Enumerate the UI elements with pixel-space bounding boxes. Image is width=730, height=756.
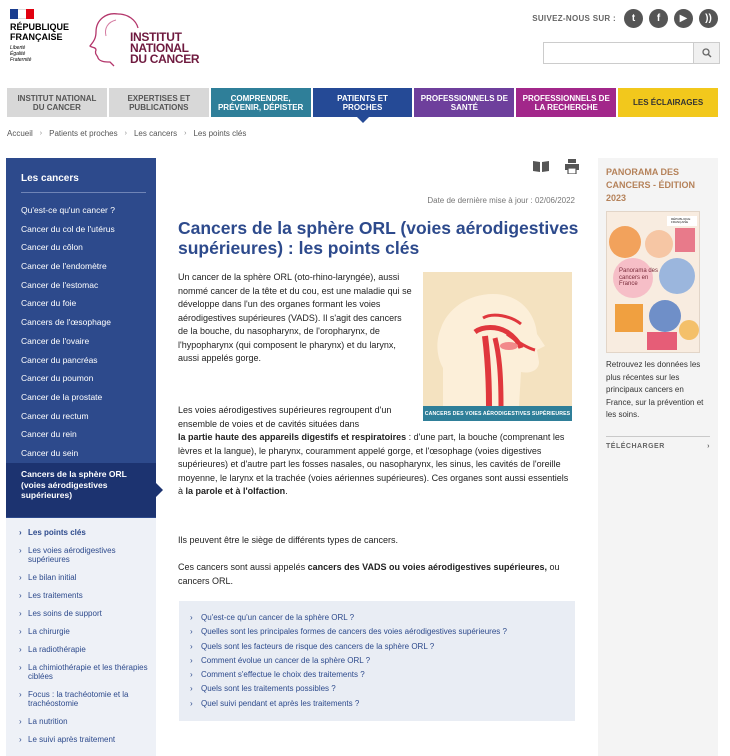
naming-text-bold: cancers des VADS ou voies aérodigestives supérieures, <box>307 562 548 572</box>
figure-caption: CANCERS DES VOIES AÉRODIGESTIVES SUPÉRIEURES <box>423 406 572 421</box>
types-paragraph: Ils peuvent être le siège de différents types de cancers. <box>178 535 398 545</box>
chevron-right-icon: › <box>190 655 193 665</box>
chevron-right-icon: › <box>190 641 193 651</box>
sidebar-submenu <box>6 518 156 756</box>
social-label: SUIVEZ-NOUS SUR : <box>532 14 616 23</box>
chevron-right-icon: › <box>19 735 22 744</box>
sidebar-link[interactable]: Cancer de la prostate <box>21 391 103 402</box>
french-flag-icon <box>10 9 34 19</box>
cover-title: Panorama des cancers en France <box>619 268 659 287</box>
inca-logo[interactable] <box>88 10 204 68</box>
nav-eclairages[interactable]: LES ÉCLAIRAGES <box>618 88 718 117</box>
submenu-item[interactable] <box>19 645 152 654</box>
chevron-right-icon: › <box>39 130 43 137</box>
download-label: TÉLÉCHARGER <box>606 442 665 450</box>
vads-illustration[interactable] <box>423 272 572 421</box>
vads-text: . <box>285 486 288 496</box>
breadcrumb-item[interactable]: Les cancers <box>133 129 178 138</box>
breadcrumb <box>7 129 246 138</box>
chevron-right-icon: › <box>190 698 193 708</box>
republic-motto: Liberté Égalité Fraternité <box>10 45 32 63</box>
faq-label: Quel suivi pendant et après les traitements ? <box>201 698 360 708</box>
chevron-right-icon: › <box>190 684 193 694</box>
chevron-right-icon: › <box>19 717 22 726</box>
page-title: Cancers de la sphère ORL (voies aérodigestives supérieures) : les points clés <box>178 218 579 258</box>
cover-organization: RÉPUBLIQUE FRANÇAISE <box>671 217 691 225</box>
vads-text-bold: la partie haute des appareils digestifs et respiratoires <box>178 432 407 442</box>
institute-name: INSTITUT NATIONAL DU CANCER <box>130 30 200 66</box>
nav-pro-sante[interactable]: PROFESSIONNELS DE SANTÉ <box>414 88 514 117</box>
submenu-label: La nutrition <box>28 717 68 726</box>
sidebar-link[interactable]: Cancer du rectum <box>21 410 89 421</box>
faq-link[interactable] <box>190 684 575 698</box>
submenu-item[interactable] <box>19 528 152 537</box>
naming-text: ou cancers ORL. <box>178 562 560 586</box>
faq-label: Qu'est-ce qu'un cancer de la sphère ORL ? <box>201 613 355 622</box>
chevron-right-icon: › <box>19 663 22 672</box>
submenu-item[interactable] <box>19 591 152 600</box>
nav-comprendre[interactable]: COMPRENDRE, PRÉVENIR, DÉPISTER <box>211 88 311 117</box>
chevron-right-icon: › <box>19 528 22 537</box>
sidebar-active-item[interactable]: Cancers de la sphère ORL (voies aérodigestives supérieures) <box>6 463 156 517</box>
chevron-right-icon: › <box>124 130 127 137</box>
submenu-item[interactable] <box>19 609 152 618</box>
youtube-icon[interactable]: ▶ <box>674 9 693 28</box>
intro-paragraph: Un cancer de la sphère ORL (oto-rhino-laryngée), aussi nommé cancer de la tête et du cou, est une maladie qui se développe dans l'un des organes formant les voies aérodigestives supérieures (VADS). Il s'agit des cancers de la bouche, du nasopharynx, de l'oropharynx, de l'hypopharynx (qui composent le pharynx) et du larynx, aussi appelés gorge. <box>178 272 412 363</box>
submenu-label: Les soins de support <box>28 609 102 618</box>
panorama-cover[interactable] <box>606 211 700 353</box>
sidebar <box>6 158 156 756</box>
nav-patients[interactable]: PATIENTS ET PROCHES <box>313 88 413 117</box>
faq-link[interactable] <box>190 670 575 684</box>
faq-link[interactable] <box>190 699 575 713</box>
vads-text: : d'une part, la bouche (comprenant les lèvres et la langue), le pharynx, couramment appelé gorge, et l'œsophage (voies digestives supérieures) et d'autre part les fosses nasales, ou nasopharynx, les sinus, les cavités de l'oreille moyenne, le larynx et la trachée (voies aériennes supérieures). Ces organes sont aussi essentiels à <box>178 432 569 496</box>
naming-paragraph <box>178 561 575 588</box>
faq-link[interactable] <box>190 656 575 670</box>
submenu-label: Les points clés <box>28 528 86 537</box>
vads-text-bold: la parole et à l'olfaction <box>185 486 286 496</box>
faq-link[interactable] <box>190 613 575 627</box>
vads-text: Les voies aérodigestives supérieures regroupent d'un ensemble de voies et de cavités situées dans <box>178 405 392 429</box>
submenu-item[interactable] <box>19 663 152 681</box>
nav-institut[interactable]: INSTITUT NATIONAL DU CANCER <box>7 88 107 117</box>
breadcrumb-item[interactable]: Accueil <box>7 129 33 138</box>
submenu-label: La radiothérapie <box>28 645 86 654</box>
main-nav <box>7 88 718 117</box>
faq-link[interactable] <box>190 642 575 656</box>
submenu-label: La chirurgie <box>28 627 70 636</box>
republique-francaise-logo[interactable] <box>10 9 80 63</box>
chevron-right-icon: › <box>19 591 22 600</box>
search-box <box>543 42 720 64</box>
chevron-right-icon: › <box>19 627 22 636</box>
search-input[interactable] <box>544 43 693 63</box>
submenu-item[interactable] <box>19 690 152 708</box>
chevron-right-icon: › <box>19 546 22 555</box>
naming-text: Ces cancers sont aussi appelés <box>178 562 308 572</box>
submenu-item[interactable] <box>19 717 152 726</box>
submenu-item[interactable] <box>19 627 152 636</box>
sidebar-link[interactable]: Cancers de l'œsophage <box>21 317 111 328</box>
chevron-right-icon: › <box>190 613 193 622</box>
rss-icon[interactable]: )) <box>699 9 718 28</box>
faq-label: Quelles sont les principales formes de cancers des voies aérodigestives supérieures ? <box>201 627 507 637</box>
right-column <box>598 158 718 756</box>
search-icon <box>702 48 712 58</box>
submenu-item[interactable] <box>19 573 152 582</box>
submenu-item[interactable] <box>19 735 152 744</box>
head-profile-illustration <box>423 272 572 406</box>
sidebar-link[interactable]: Cancer du foie <box>21 298 77 309</box>
sidebar-link[interactable]: Qu'est-ce qu'un cancer ? <box>21 205 115 215</box>
page-tools <box>532 159 580 174</box>
search-button[interactable] <box>693 43 719 63</box>
sidebar-link[interactable]: Cancer du côlon <box>21 242 83 253</box>
chevron-right-icon: › <box>190 627 193 637</box>
faq-link[interactable] <box>190 627 575 641</box>
chevron-right-icon: › <box>184 130 187 137</box>
panorama-description: Retrouvez les données les plus récentes sur les principaux cancers en France, sur la prévention et les soins. <box>606 360 704 419</box>
faq-box <box>179 601 575 721</box>
facebook-icon[interactable]: f <box>649 9 668 28</box>
breadcrumb-item[interactable]: Patients et proches <box>49 129 118 138</box>
faq-label: Quels sont les traitements possibles ? <box>201 684 336 694</box>
sidebar-link[interactable]: Cancer du pancréas <box>21 354 98 365</box>
sidebar-link[interactable]: Cancer du sein <box>21 447 79 458</box>
sidebar-title: Les cancers <box>21 173 146 193</box>
print-icon[interactable] <box>564 159 580 174</box>
republic-name: RÉPUBLIQUE FRANÇAISE <box>10 22 70 42</box>
vads-paragraph <box>178 404 575 499</box>
nav-pro-recherche[interactable]: PROFESSIONNELS DE LA RECHERCHE <box>516 88 616 117</box>
breadcrumb-current: Les points clés <box>193 129 247 138</box>
sidebar-link[interactable]: Cancer de l'estomac <box>21 279 99 290</box>
submenu-label: Focus : la trachéotomie et la trachéostomie <box>28 690 129 708</box>
sidebar-link[interactable]: Cancer du rein <box>21 429 77 440</box>
faq-label: Quels sont les facteurs de risque des cancers de la sphère ORL ? <box>201 641 435 651</box>
book-icon[interactable] <box>532 159 550 173</box>
site-header <box>0 0 730 80</box>
faq-label: Comment s'effectue le choix des traitements ? <box>201 670 365 680</box>
nav-expertises[interactable]: EXPERTISES ET PUBLICATIONS <box>109 88 209 117</box>
submenu-label: Le bilan initial <box>28 573 77 582</box>
chevron-right-icon: › <box>19 645 22 654</box>
submenu-item[interactable] <box>19 546 152 564</box>
faq-label: Comment évolue un cancer de la sphère ORL ? <box>201 655 371 665</box>
panorama-title[interactable]: PANORAMA DES CANCERS - ÉDITION 2023 <box>606 167 696 203</box>
chevron-right-icon: › <box>19 573 22 582</box>
chevron-right-icon: › <box>19 609 22 618</box>
twitter-icon[interactable]: t <box>624 9 643 28</box>
sidebar-link[interactable]: Cancer du col de l'utérus <box>21 223 115 234</box>
submenu-label: La chimiothérapie et les thérapies ciblées <box>28 663 148 681</box>
chevron-right-icon: › <box>707 442 710 450</box>
chevron-right-icon: › <box>190 670 193 680</box>
last-update-date: Date de dernière mise à jour : 02/06/2022 <box>427 196 575 205</box>
submenu-label: Les voies aérodigestives supérieures <box>28 546 116 564</box>
submenu-label: Les traitements <box>28 591 83 600</box>
social-links <box>532 9 718 28</box>
sidebar-link[interactable]: Cancer de l'endomètre <box>21 261 107 272</box>
submenu-label: Le suivi après traitement <box>28 735 116 744</box>
download-button[interactable] <box>606 436 710 450</box>
chevron-right-icon: › <box>19 690 22 699</box>
sidebar-link[interactable]: Cancer de l'ovaire <box>21 335 90 346</box>
sidebar-link[interactable]: Cancer du poumon <box>21 373 94 384</box>
